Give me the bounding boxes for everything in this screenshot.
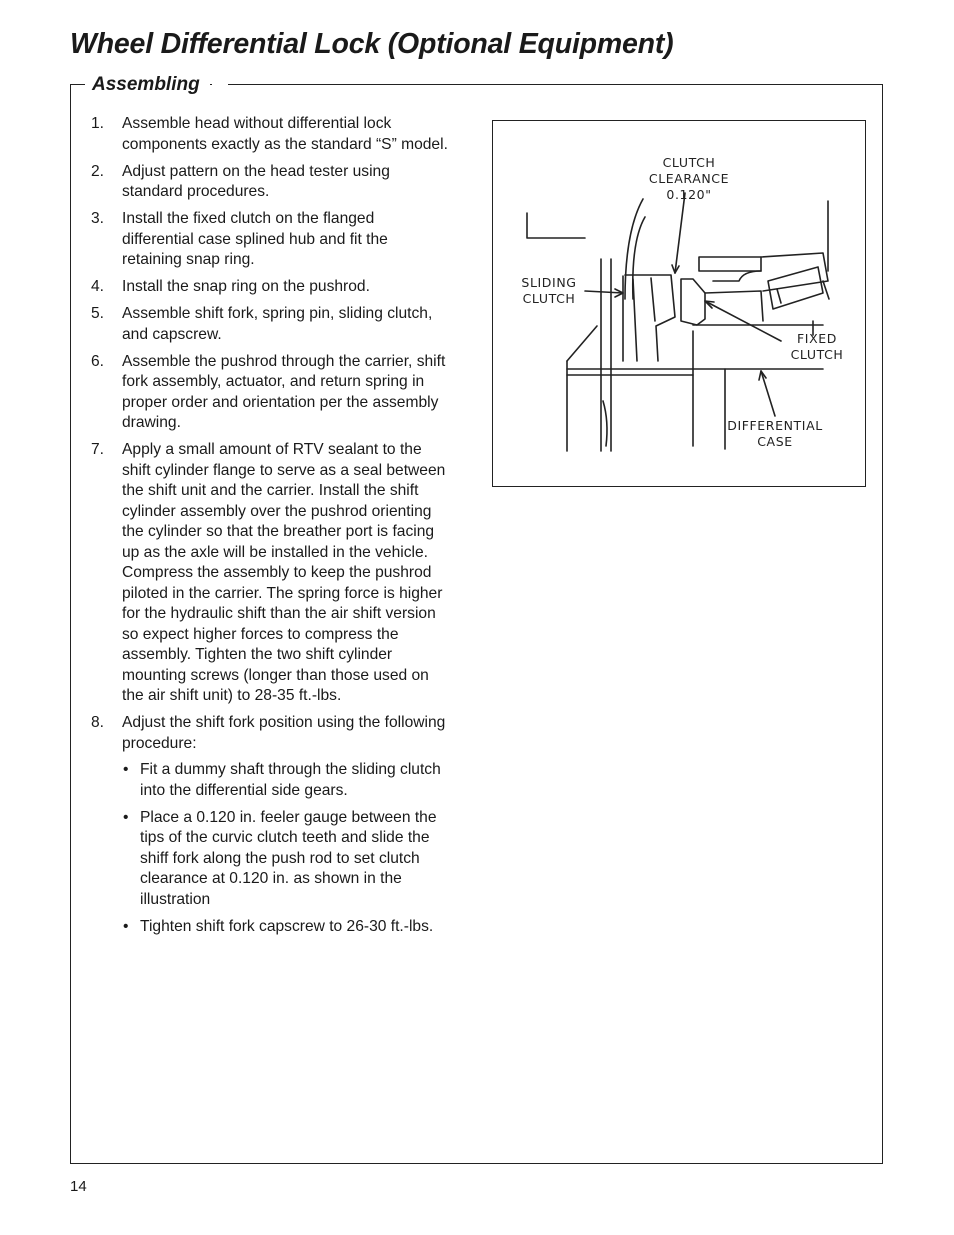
label-line: CLUTCH (662, 155, 716, 170)
label-line: FIXED (797, 331, 837, 346)
fixed-clutch-tooth (681, 279, 705, 325)
substep-text: Tighten shift fork capscrew to 26-30 ft.-lbs. (140, 917, 434, 935)
label-line: SLIDING (521, 275, 577, 290)
step-number: 7. (91, 441, 105, 458)
step-text: Assemble head without differential lock components exactly as the standard “S” model. (122, 115, 448, 153)
step-2 (88, 162, 448, 203)
carrier-edge (567, 326, 597, 361)
housing-curve (713, 271, 761, 281)
step-text: Assemble shift fork, spring pin, sliding clutch, and capscrew. (122, 305, 433, 343)
page-title: Wheel Differential Lock (Optional Equipment) (70, 28, 674, 60)
bullet: • (123, 761, 129, 778)
bearing-roller (768, 267, 823, 309)
fixed-clutch-label (779, 331, 855, 363)
step-8 (88, 713, 448, 937)
fork-arm-inner (633, 217, 645, 299)
step-5 (88, 304, 448, 345)
label-line: DIFFERENTIAL (727, 418, 823, 433)
clutch-clearance-illustration (492, 120, 866, 487)
shaft-curve (603, 401, 607, 446)
step-text: Install the snap ring on the pushrod. (122, 278, 370, 295)
bearing-detail (777, 289, 781, 303)
step-text: Adjust the shift fork position using the following procedure: (122, 714, 446, 752)
sliding-arrow (585, 291, 623, 293)
step-number: 4. (91, 278, 105, 295)
step-6 (88, 352, 448, 434)
label-line: CASE (757, 434, 793, 449)
section-heading: Assembling (85, 72, 210, 98)
fixed-arrow (705, 301, 781, 341)
case-arrow (761, 371, 775, 416)
bracket-line (527, 213, 585, 238)
step-text: Install the fixed clutch on the flanged differential case splined hub and fit the retaining snap ring. (122, 210, 388, 268)
step-number: 8. (91, 714, 105, 731)
housing-right (761, 253, 828, 291)
label-line: CLUTCH (522, 291, 576, 306)
label-line: 0.120" (666, 187, 712, 202)
differential-case-label (715, 418, 835, 450)
step-number: 2. (91, 162, 105, 180)
housing-upper (699, 257, 761, 271)
step-1 (88, 114, 448, 155)
step-text: Assemble the pushrod through the carrier, shift fork assembly, actuator, and return spring in proper order and orientation per the assembly drawing. (122, 352, 446, 431)
substep-2 (122, 808, 448, 911)
bearing-detail-2 (823, 281, 829, 299)
substep-3 (122, 917, 448, 938)
step-text: Adjust pattern on the head tester using standard procedures. (122, 162, 390, 200)
step-7 (88, 440, 448, 707)
step-number: 3. (91, 210, 105, 227)
step-number: 6. (91, 352, 105, 370)
step-text: Apply a small amount of RTV sealant to the shift cylinder flange to serve as a seal between the shift unit and the carrier. Install the shift cylinder assembly over the pushrod orienting the cylinder so that the breather port is facing up as the axle will be installed in the vehicle. Compress the assembly to keep the pushrod piloted in the carrier. The spring force is higher for the hydraulic shift than the air shift version so expect higher forces to compress the assembly. Tighten the two shift cylinder mounting screws (longer than those used on the air shift unit) to 28-35 ft.-lbs. (122, 441, 446, 704)
step-number: 1. (91, 115, 105, 132)
sliding-clutch-label (511, 275, 587, 307)
substep-text: Place a 0.120 in. feeler gauge between the tips of the curvic clutch teeth and slide the shiff fork along the push rod to set clutch clearance at 0.120 in. as shown in the illustration (140, 808, 437, 908)
substep-1 (122, 760, 448, 801)
section-rule-gap (212, 78, 228, 90)
label-line: CLEARANCE (648, 171, 730, 186)
sliding-clutch-inner (633, 279, 637, 361)
clutch-clearance-label (631, 155, 747, 203)
bullet: • (123, 917, 129, 935)
assembly-steps (88, 114, 448, 944)
page-number: 14 (70, 1178, 87, 1195)
substep-text: Fit a dummy shaft through the sliding clutch into the differential side gears. (140, 761, 441, 799)
label-line: CLUTCH (790, 347, 844, 362)
bullet: • (123, 808, 129, 826)
clearance-arrow (675, 193, 685, 273)
sliding-clutch-tooth (651, 278, 655, 321)
step-4 (88, 277, 448, 298)
substeps (122, 760, 448, 937)
step-3 (88, 209, 448, 271)
step-number: 5. (91, 305, 105, 322)
